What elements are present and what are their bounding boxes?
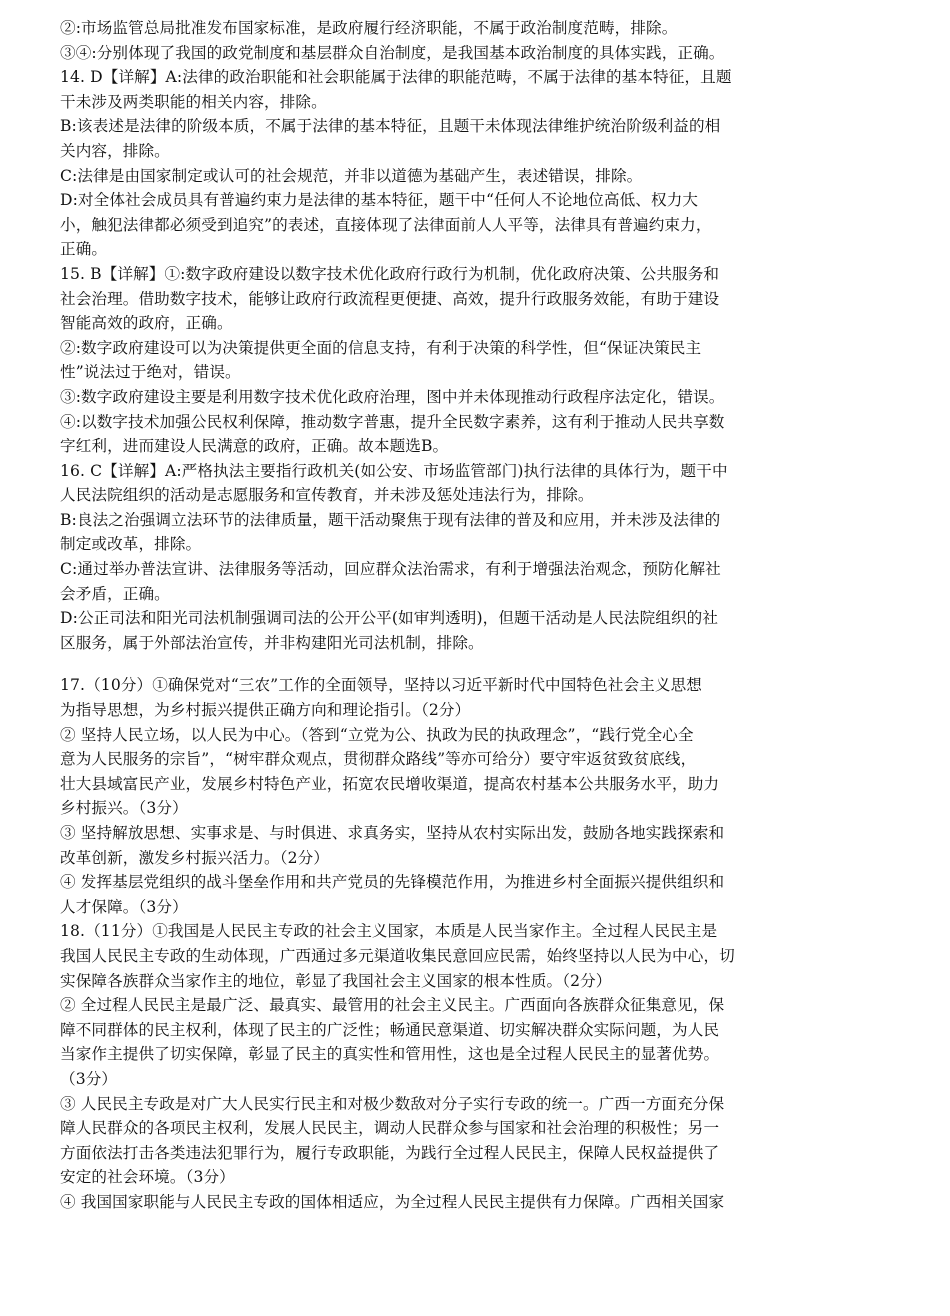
text-line: 当家作主提供了切实保障，彰显了民主的真实性和管用性，这也是全过程人民民主的显著优势。 <box>60 1045 720 1064</box>
text-line: 干未涉及两类职能的相关内容，排除。 <box>60 92 327 111</box>
text-line: 制定或改革，排除。 <box>60 535 202 554</box>
text-line: ② 全过程人民民主是最广泛、最真实、最管用的社会主义民主。广西面向各族群众征集意见，保 <box>60 996 725 1015</box>
text-line: 17.（10分）①确保党对“三农”工作的全面领导，坚持以习近平新时代中国特色社会主义思想 <box>60 676 702 695</box>
text-line: 乡村振兴。（3分） <box>60 799 188 818</box>
text-line: B:该表述是法律的阶级本质，不属于法律的基本特征，且题干未体现法律维护统治阶级利益的相 <box>60 117 721 136</box>
text-line: 智能高效的政府，正确。 <box>60 314 233 333</box>
text-line: 人民法院组织的活动是志愿服务和宣传教育，并未涉及惩处违法行为，排除。 <box>60 486 594 505</box>
text-line: D:对全体社会成员具有普遍约束力是法律的基本特征，题干中“任何人不论地位高低、权力大 <box>60 191 699 210</box>
text-line: C:法律是由国家制定或认可的社会规范，并非以道德为基础产生，表述错误，排除。 <box>60 166 643 185</box>
text-line: C:通过举办普法宣讲、法律服务等活动，回应群众法治需求，有利于增强法治观念，预防化解社 <box>60 560 721 579</box>
text-line: 性”说法过于绝对，错误。 <box>60 363 241 382</box>
text-line: 小，触犯法律都必须受到追究”的表述，直接体现了法律面前人人平等，法律具有普遍约束力， <box>60 215 712 234</box>
text-line: 15. B【详解】①:数字政府建设以数字技术优化政府行政行为机制，优化政府决策、公共服务和 <box>60 264 720 283</box>
text-line: 会矛盾，正确。 <box>60 584 170 603</box>
text-line: 18.（11分）①我国是人民民主专政的社会主义国家，本质是人民当家作主。全过程人民民主是 <box>60 922 718 941</box>
text-line: 障不同群体的民主权利，体现了民主的广泛性；畅通民意渠道、切实解决群众实际问题，为人民 <box>60 1020 720 1039</box>
text-line: ③ 坚持解放思想、实事求是、与时俱进、求真务实，坚持从农村实际出发，鼓励各地实践探索和 <box>60 824 725 842</box>
text-line: ② 坚持人民立场，以人民为中心。（答到“立党为公、执政为民的执政理念”，“践行党全心全 <box>60 725 694 744</box>
text-line: 社会治理。借助数字技术，能够让政府行政流程更便捷、高效，提升行政服务效能，有助于建设 <box>60 289 720 308</box>
text-line: B:良法之治强调立法环节的法律质量，题干活动聚焦于现有法律的普及和应用，并未涉及法律的 <box>60 510 721 529</box>
answer-document <box>60 16 890 1215</box>
text-line: 正确。 <box>60 240 108 259</box>
text-line: ③:数字政府建设主要是利用数字技术优化政府治理，图中并未体现推动行政程序法定化，错误。 <box>60 387 725 406</box>
text-line: D:公正司法和阳光司法机制强调司法的公开公平(如审判透明)，但题干活动是人民法院组织的社 <box>60 609 719 628</box>
text-line: 14. D【详解】A:法律的政治职能和社会职能属于法律的职能范畴，不属于法律的基本特征，且题 <box>60 68 732 87</box>
text-line: 字红利，进而建设人民满意的政府，正确。故本题选B。 <box>60 437 449 456</box>
text-line: ③ 人民民主专政是对广大人民实行民主和对极少数敌对分子实行专政的统一。广西一方面充分保 <box>60 1094 725 1113</box>
text-line: 为指导思想，为乡村振兴提供正确方向和理论指引。（2分） <box>60 701 471 720</box>
text-line: 我国人民民主专政的生动体现，广西通过多元渠道收集民意回应民需，始终坚持以人民为中心，切 <box>60 946 735 965</box>
text-line: 安定的社会环境。（3分） <box>60 1168 235 1187</box>
text-line: ④:以数字技术加强公民权利保障，推动数字普惠，提升全民数字素养，这有利于推动人民共享数 <box>60 412 725 431</box>
block-gap <box>60 655 890 673</box>
text-line: 区服务，属于外部法治宣传，并非构建阳光司法机制，排除。 <box>60 633 484 652</box>
text-line: 障人民群众的各项民主权利，发展人民民主，调动人民群众参与国家和社会治理的积极性；另一 <box>60 1119 720 1138</box>
text-line: 壮大县域富民产业，发展乡村特色产业，拓宽农民增收渠道，提高农村基本公共服务水平，助力 <box>60 774 720 793</box>
answer-block-essay <box>60 673 890 1214</box>
text-line: 人才保障。（3分） <box>60 897 188 916</box>
text-line: 实保障各族群众当家作主的地位，彰显了我国社会主义国家的根本性质。（2分） <box>60 971 612 990</box>
text-line: ②:市场监管总局批准发布国家标准，是政府履行经济职能，不属于政治制度范畴，排除。 <box>60 19 678 37</box>
text-line: ②:数字政府建设可以为决策提供更全面的信息支持，有利于决策的科学性，但“保证决策民主 <box>60 338 702 357</box>
text-line: ④ 我国国家职能与人民民主专政的国体相适应，为全过程人民民主提供有力保障。广西相关国家 <box>60 1192 725 1211</box>
answer-block-choice <box>60 16 890 655</box>
text-line: 改革创新，激发乡村振兴活力。（2分） <box>60 848 330 867</box>
text-line: 16. C【详解】A:严格执法主要指行政机关(如公安、市场监管部门)执行法律的具体行为，题干中 <box>60 461 728 480</box>
text-line: （3分） <box>60 1069 118 1088</box>
text-line: 意为人民服务的宗旨”，“树牢群众观点，贯彻群众路线”等亦可给分）要守牢返贫致贫底线， <box>60 750 697 769</box>
text-line: 方面依法打击各类违法犯罪行为，履行专政职能，为践行全过程人民民主，保障人民权益提供了 <box>60 1143 720 1162</box>
text-line: ③④:分别体现了我国的政党制度和基层群众自治制度，是我国基本政治制度的具体实践，正确。 <box>60 43 725 62</box>
text-line: ④ 发挥基层党组织的战斗堡垒作用和共产党员的先锋模范作用，为推进乡村全面振兴提供组织和 <box>60 873 725 892</box>
text-line: 关内容，排除。 <box>60 141 170 160</box>
